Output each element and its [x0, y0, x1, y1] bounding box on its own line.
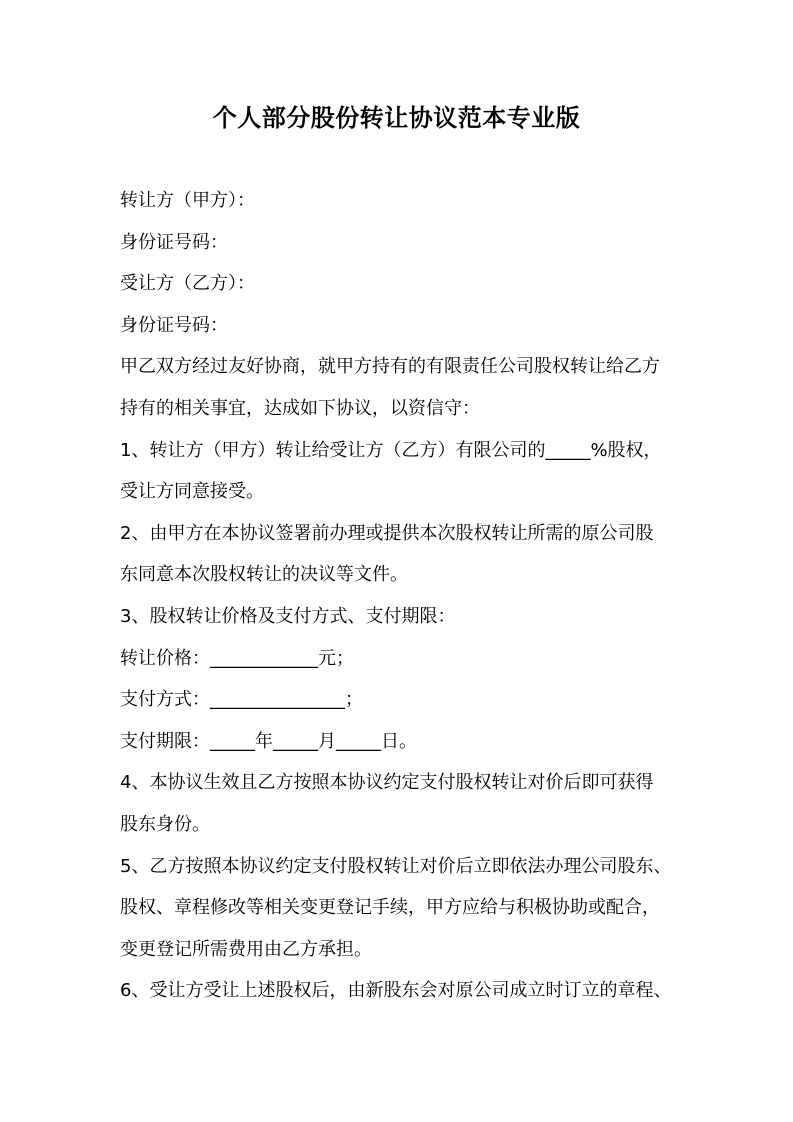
clause-5-line-3: 变更登记所需费用由乙方承担。 [120, 938, 372, 960]
clause-5-line-1: 5、乙方按照本协议约定支付股权转让对价后立即依法办理公司股东、 [120, 855, 672, 877]
clause-1-line-1: 1、转让方（甲方）转让给受让方（乙方）有限公司的_____%股权， [120, 439, 662, 461]
document-body [120, 180, 680, 1012]
clause-3-heading: 3、股权转让价格及支付方式、支付期限： [120, 605, 456, 627]
clause-4-line-1: 4、本协议生效且乙方按照本协议约定支付股权转让对价后即可获得 [120, 772, 654, 794]
clause-6-line-1: 6、受让方受让上述股权后，由新股东会对原公司成立时订立的章程、 [120, 980, 672, 1002]
clause-5-line-2: 股权、章程修改等相关变更登记手续，甲方应给与积极协助或配合， [120, 897, 660, 919]
transferee-id-number: 身份证号码： [120, 314, 228, 336]
clause-4-line-2: 股东身份。 [120, 813, 210, 835]
transfer-price: 转让价格：____________元； [120, 647, 354, 669]
transferee-party-b: 受让方（乙方）： [120, 273, 255, 295]
payment-method: 支付方式：_______________； [120, 689, 363, 711]
clause-2-line-2: 东同意本次股权转让的决议等文件。 [120, 564, 408, 586]
transferor-id-number: 身份证号码： [120, 231, 228, 253]
preamble-line-2: 持有的相关事宜，达成如下协议，以资信守： [120, 397, 480, 419]
payment-deadline: 支付期限：_____年_____月_____日。 [120, 730, 417, 752]
transferor-party-a: 转让方（甲方）： [120, 190, 255, 211]
clause-1-line-2: 受让方同意接受。 [120, 481, 264, 503]
clause-2-line-1: 2、由甲方在本协议签署前办理或提供本次股权转让所需的原公司股 [120, 522, 654, 544]
document-title: 个人部分股份转让协议范本专业版 [212, 104, 581, 132]
preamble-line-1: 甲乙双方经过友好协商，就甲方持有的有限责任公司股权转让给乙方 [120, 356, 660, 378]
